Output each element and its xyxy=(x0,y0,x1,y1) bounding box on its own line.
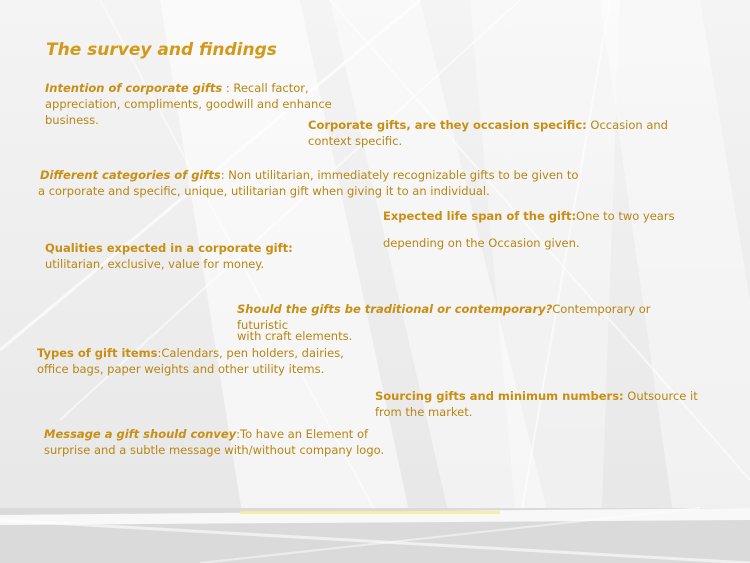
occasion-text: Occasion and context specific. xyxy=(308,118,668,148)
lifespan-text2: depending on the Occasion given. xyxy=(383,236,580,250)
page-title: The survey and findings xyxy=(46,40,277,60)
traditional-text: Contemporary or futuristic xyxy=(237,302,651,332)
intention-label: Intention of corporate gifts xyxy=(45,81,223,95)
qualities-text: utilitarian, exclusive, value for money. xyxy=(45,257,265,271)
sourcing-text: Outsource it from the market. xyxy=(375,389,698,419)
traditional-text2: with craft elements. xyxy=(237,329,353,343)
traditional-block-line2 xyxy=(237,328,697,344)
lifespan-label: Expected life span of the gift: xyxy=(383,209,577,223)
qualities-block xyxy=(45,240,355,272)
message-block xyxy=(44,426,404,458)
qualities-label: Qualities expected in a corporate gift: xyxy=(45,241,293,255)
intention-sep: : xyxy=(222,81,234,95)
categories-sep: : xyxy=(220,168,229,182)
lifespan-text: One to two years xyxy=(576,209,675,223)
sourcing-label: Sourcing gifts and minimum numbers: xyxy=(375,389,624,403)
categories-label: Different categories of gifts xyxy=(40,168,221,182)
sourcing-block xyxy=(375,388,710,420)
categories-text: Non utilitarian, immediately recognizable gifts to be given to a corporate and specific, unique, utilitarian gift when giving it to an individual. xyxy=(38,168,579,198)
occasion-block xyxy=(308,117,698,149)
lifespan-block xyxy=(383,208,683,224)
categories-block xyxy=(38,167,583,199)
types-text: :Calendars, pen holders, dairies, office bags, paper weights and other utility items. xyxy=(37,346,344,376)
traditional-label: Should the gifts be traditional or contemporary? xyxy=(237,302,553,316)
lifespan-block-line2 xyxy=(383,235,683,251)
message-text: :To have an Element of surprise and a subtle message with/without company logo. xyxy=(44,427,385,457)
message-label: Message a gift should convey xyxy=(44,427,237,441)
intention-text: Recall factor, appreciation, compliments, goodwill and enhance business. xyxy=(45,81,332,127)
types-label: Types of gift items xyxy=(37,346,158,360)
types-block xyxy=(37,345,372,377)
occasion-label: Corporate gifts, are they occasion specific: xyxy=(308,118,587,132)
